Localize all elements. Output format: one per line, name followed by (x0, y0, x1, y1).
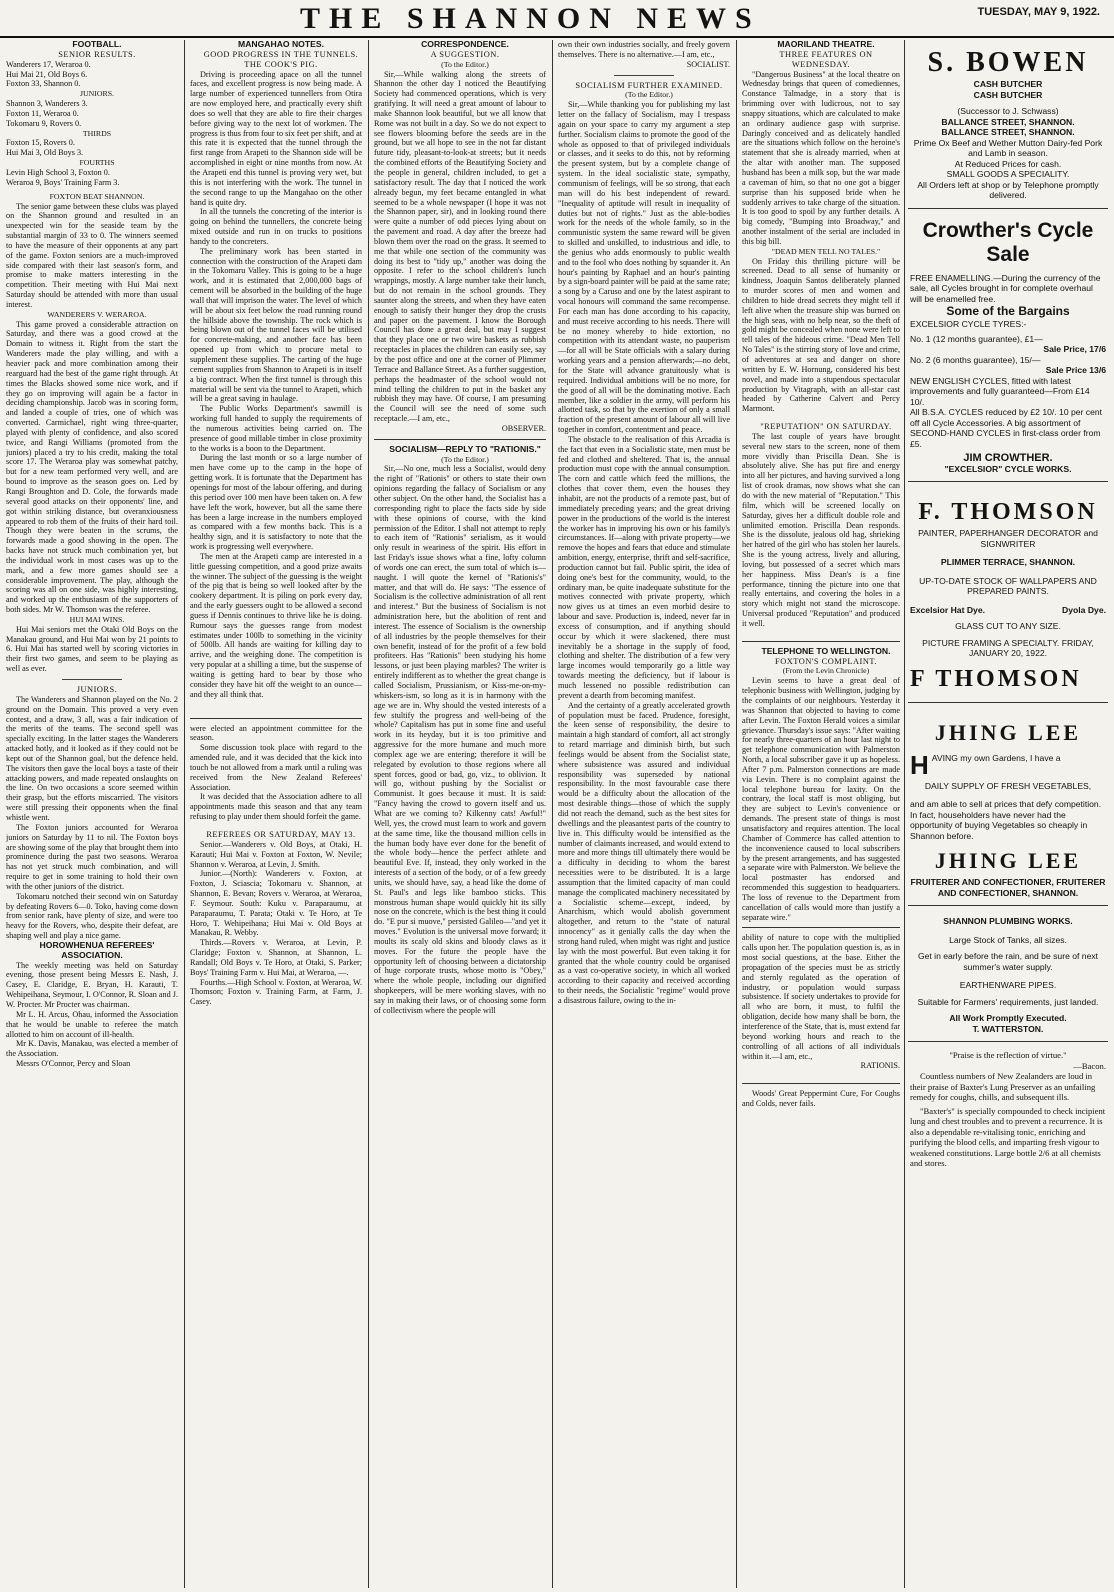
advert-dyes (910, 605, 1106, 616)
advert-line: Some of the Bargains (946, 304, 1070, 318)
article-paragraph: Levin seems to have a great deal of telephonic business with Wellington, judging by the complaints of our neighbours. Yesterday it was Shannon that objected to having to come after Levin. The Foxton Herald voices a similar grievance. Thursday's issue says: "After waiting for nearly three-quarters of an hour last night to get telephone communication with Palmerston North, a local subscriber gave it up as hopeless. After 7 p.m. Palmerston connections are made via Levin. There is no complaint against the local telephone bureau for laxity. On the contrary, the local staff is most obliging, but they are subject to Levin's convenience or demands. The present state of things is most unsatisfactory and requires attention. The local Chamber of Commerce has called attention to the inconvenience caused to local subscribers by the present arrangements, and has suggested a separate wire with Palmerston. We believe the local postmaster has endorsed and recommended this suggestion to headquarters. The loss of revenue to the Department from cancellation of calls would more than justify a separate wire." (742, 676, 900, 922)
article-paragraph: The Public Works Department's sawmill is working full handed to supply the requirements of the numerous activities being carried on. The presence of good millable timber in close proximity to the works is a boon to the Department. (190, 404, 362, 453)
grade-label: THIRDS (82, 128, 112, 138)
advert-line: FRUITERER AND CONFECTIONER, FRUITERER AND CONFECTIONER, SHANNON. (910, 877, 1106, 898)
advert-line: DAILY SUPPLY OF FRESH VEGETABLES, (924, 780, 1092, 791)
advert-name: S. BOWEN (927, 47, 1089, 78)
to-editor: (To the Editor.) (441, 454, 489, 464)
column-rule (552, 40, 553, 1588)
advert-line: GLASS CUT TO ANY SIZE. (955, 621, 1061, 631)
article-paragraph: Hui Mai seniors met the Otaki Old Boys on the Manakau ground, and Hui Mai won by 21 points to 6. Hui Mai has started well by scoring victories in their first two games, and seem to be playing as well as ever. (6, 624, 178, 674)
advert-name: JIM CROWTHER. (963, 452, 1053, 464)
advert-jhing-lee (908, 703, 1108, 907)
advert-baxter (908, 1042, 1108, 1169)
result-line: Weraroa 9, Boys' Training Farm 3. (6, 177, 120, 187)
result-line: Hui Mai 3, Old Boys 3. (6, 148, 84, 158)
advert-line: SMALL GOODS A SPECIALITY. (946, 169, 1070, 179)
article-paragraph: On Friday this thrilling picture will be screened. Dead to all sense of humanity or kindness, Joaquin Santos deliberately planned to murder scores of men and women and children to hide dread secrets they might tell if left alive when the treasure ship was burned on the high seas, with no help near, so the theft of gold might be concealed when none were left to tell tales of the hideous crime. "Dead Men Tell No Tales" is the stirring story of love and crime, of adventures at sea and danger on shore written by E. W. Hornung, considered his best novel, and made into a stupendous spectacular production by Vitagraph, with an all-star cast headed by Catherine Calvert and Percy Marmont. (742, 256, 900, 414)
advert-thomson (908, 482, 1108, 703)
column-rule (736, 40, 737, 1588)
senior-results-heading: SENIOR RESULTS. (58, 49, 136, 59)
article-subheading: THREE FEATURES ON WEDNESDAY. (779, 49, 873, 69)
divider (742, 641, 900, 642)
advert-name: F. THOMSON (918, 499, 1098, 525)
advert-line: NEW ENGLISH CYCLES, fitted with latest improvements and fully guaranteed—From £14 10/. (910, 375, 1090, 407)
column-socialism (558, 40, 730, 1588)
advert-line: PAINTER, PAPERHANGER DECORATOR and SIGNWRITER (918, 528, 1098, 549)
advert-line: All B.S.A. CYCLES reduced by £2 10/. 10 per cent off all Cycle Accessories. A big assortment of SECOND-HAND CYCLES in first-class order from £5. (910, 407, 1103, 449)
article-paragraph: Messrs O'Connor, Percy and Sloan (16, 1059, 131, 1069)
divider (614, 75, 674, 76)
column-rule (368, 40, 369, 1588)
article-paragraph: The obstacle to the realisation of this Arcadia is the fact that even in a Socialistic state, men must be fed and clothed and sheltered. That is, the annual production must cope with the annual consumption. The corn and cattle which feed the millions, the clothes that cover them, even the houses they inhabit, are not the products of a remote past, but of immediately preceding years; and the great driving power in the productions of the world is the interest the worker has in improving his own or his family's circumstances. If—along with private property—we remove the hopes and fears that educe and stimulate ambition, energy, enterprise, thrift and self-sacrifice, production cannot but fail. Public spirit, the idea of doing one's best for the community, would, to the ordinary man, be quite inadequate substitute for the motives connected with private property, which now gives us at times an even morbid desire to labour and save. Production is, indeed, never far in excess of consumption, and if anything should occur by which it were slackened, there must inevitably be a shortage in the supply of food, clothing and shelter. The distribution of a few very large incomes would temporarily go a little way towards meeting the deficiency, but if labour is much lessened no possible redistribution can prevent a dearth from becoming manifest. (558, 434, 730, 700)
article-paragraph: The men at the Arapeti camp are interested in a little guessing competition, and a good prize awaits the winner. The subject of the guessing is the weight of the pig that is being so well looked after by the cookery department. It is piling on pork every day, and the early guessers ought to be allowed a second guess if Dennis continues to thrive like he is doing. Rumour says the guesses range from modest estimates under 100lb to something in the vicinity of 500lb. All hands are waiting for killing day to arrive, and the weighing done. The competition is very popular at a shilling a time, but the suspense of waiting is getting hard to bear by those who consider they have hit off the weight to an ounce—and they all think that. (190, 551, 362, 699)
advert-line: PICTURE FRAMING A SPECIALTY. FRIDAY, JANUARY 20, 1922. (922, 637, 1094, 658)
article-paragraph: It was decided that the Association adhere to all appointments made this season and that any team refusing to play under them should forfeit the game. (190, 792, 362, 822)
article-heading: SOCIALISM FURTHER EXAMINED. (575, 80, 723, 90)
result-line: Levin High School 3, Foxton 0. (6, 167, 110, 177)
article-paragraph: were elected an appointment committee for the season. (190, 723, 362, 743)
article-subheading: THE COOK'S PIG. (244, 59, 318, 69)
masthead (0, 0, 1114, 38)
article-subheading: A SUGGESTION. (430, 49, 500, 59)
advert-line: No. 1 (12 months guarantee), £1— (910, 333, 1043, 344)
advert-title: Crowther's Cycle Sale (922, 218, 1094, 266)
advert-line: and am able to sell at prices that defy competition. In fact, householders have never had the opportunity of buying Vegetables so cheaply in Shannon before. (910, 799, 1102, 841)
advert-line: CASH BUTCHER (973, 89, 1043, 100)
article-paragraph: In all the tunnels the concreting of the interior is going on behind the tunnellers, the concrete being mixed outside and run in on trucks to positions handy to the concreters. (190, 207, 362, 246)
football-heading: FOOTBALL. (72, 40, 122, 49)
article-heading: TELEPHONE TO WELLINGTON. (761, 645, 891, 656)
advert-name: JHING LEE (934, 848, 1082, 873)
article-paragraph: Some discussion took place with regard to the amended rule, and it was decided that the kick into touch be not allowed from a mark until a ruling was received from the New Zealand Referees' Association. (190, 743, 362, 792)
article-heading: MAORILAND THEATRE. (777, 40, 875, 49)
column-advertisements (908, 40, 1108, 1588)
article-heading: CORRESPONDENCE. (421, 40, 509, 49)
advert-title: SHANNON PLUMBING WORKS. (943, 916, 1073, 926)
advert-line: "EXCELSIOR" CYCLE WORKS. (944, 463, 1072, 474)
advert-line: T. WATTERSTON. (972, 1023, 1044, 1034)
result-line: Tokomaru 9, Rovers 0. (6, 118, 82, 128)
advert-line: All Work Promptly Executed. (949, 1013, 1067, 1023)
article-paragraph: The weekly meeting was held on Saturday evening, those present being Messrs E. Nash, J. Casey, E. Claridge, E. Bryan, H. Karauti, T. Wehipeihana, Seymour, I. O'Connor, R. Sloan and J. W. Procter. Mr Procter was chairman. (6, 960, 178, 1009)
advert-line: Prime Ox Beef and Wether Mutton Dairy-fed Pork and Lamb in season. (913, 137, 1103, 158)
signature: RATIONIS. (860, 1061, 900, 1071)
result-line: Foxton 15, Rovers 0. (6, 138, 75, 148)
advert-quote: "Praise is the reflection of virtue." (949, 1050, 1067, 1060)
article-paragraph: Fourths.—High School v. Foxton, at Weraroa, W. Thomson; Foxton v. Training Farm, at Farm, J. Casey. (190, 977, 362, 1007)
column-rule (904, 40, 905, 1588)
article-subheading: REFEREES OR SATURDAY, MAY 13. (206, 829, 356, 839)
column-correspondence (374, 40, 546, 1588)
advert-name: JHING LEE (934, 719, 1082, 745)
advert-line: BALLANCE STREET, SHANNON. (941, 116, 1075, 127)
advert-line: "Baxter's" is specially compounded to check incipient lung and chest troubles and to prevent a recurrence. It is also a dependable re-vitalising tonic, enriching and purifying the blood cells, and imparting fresh vigour to weakened constitutions. Large bottle 2/6 at all chemists and stores. (910, 1105, 1106, 1168)
advert-line: Large Stock of Tanks, all sizes. (949, 934, 1067, 945)
article-paragraph: The senior game between these clubs was played on the Shannon ground and resulted in an unexpected win for the seaside team by the substantial margin of 33 to 0. The winners seemed to have the measure of their opponents at any part of the game. Foxton seniors are a much-improved side compared with their last season's form, and promise to make matters interesting in the competition. Their meeting with Hui Mai next Saturday should be attended with more than usual interest. (6, 201, 178, 309)
grade-label: FOURTHS (79, 158, 115, 168)
article-paragraph: During the last month or so a large number of men have come up to the camp in the hope of getting work. It is fortunate that the Department has openings for most of the labour offering, and during this period over 100 men have been taken on. A few have left the work, however, but all the same there has been a large increase in the numbers employed as compared with a few months back. This is a healthy sign, and it is satisfactory to note that the work is progressing well everywhere. (190, 453, 362, 552)
advert-line: Woods' Great Peppermint Cure, For Coughs and Colds, never fails. (742, 1089, 900, 1109)
article-paragraph: This game proved a considerable attraction on Saturday, and there was a good crowd at the Domain to witness it. Right from the start the Wanderers made the play willing, and with a heavier pack and more combination among their rearguard had the best of the game right through. At times the Blacks showed some nice work, and if they go on improving will again be a factor in deciding championship. Jacob was in scoring form, and landed a couple of tries, one of which was converted. Carmichael, right wing three-quarter, played with plenty of confidence, and also scored twice, and Rangi Williams (promoted from the juniors) placed a try to his credit, making the total score 17. The Weraroa play was somewhat patchy, but for a new team performed very well, and are bound to improve as the season goes on. Led by Rangi Broughton and D. Cole, the forwards made several good attacks on their opponents' line, and got within striking distance, but overanxiousness appeared to rob them of the fruits of their hard toil. Though they were beaten in the scrums, the forwards made a good showing in the open. The backs have not struck much combination yet, but the individual work in most cases was up to the mark, and a few more games should see a considerable improvement. The play, although the scoring was all on one side, was highly interesting, and worked up the enthusiasm of the supporters of both sides. Mr W. Thomson was the referee. (6, 319, 178, 615)
advert-line-group (910, 753, 1106, 777)
article-paragraph: The preliminary work has been started in connection with the construction of the Arapeti dam in the Tokomaru Valley. This is going to be a huge work, and it is estimated that 2,000,000 bags of cement will be absorbed in the building of the huge wall that will imprison the water. The level of which will be about six feet below the road running round the hillside above the township. The rock which is being blown out of the tunnel faces will be utilised for concrete-making, and another face has been opened up from which to procure metal to supplement these supplies. The carting of the huge cement supplies from Shannon to Arapeti is in itself a big contract. When the first tunnel is through this material will be sent via the tunnel to Arapeti, which will be a great saving in haulage. (190, 246, 362, 404)
divider (190, 718, 362, 719)
article-paragraph: The Foxton juniors accounted for Weraroa juniors on Saturday by 11 to nil. The Foxton boys are showing some of the play that brought them into prominence during the past two seasons. Weraroa has not yet struck much combination, and will require to get in some training to hold their own with the other juniors of the district. (6, 822, 178, 891)
result-line: Shannon 3, Wanderers 3. (6, 99, 88, 109)
advert-line: CASH BUTCHER (973, 79, 1043, 89)
source-note: (From the Levin Chronicle) (782, 666, 870, 676)
grade-label: JUNIORS. (79, 89, 114, 99)
article-paragraph: Sir,—No one, much less a Socialist, would deny the right of "Rationis" or others to state their own opinions regarding the fallacy of Socialism or any other subject. On the other hand, the Socialist has a corresponding right to place the facts side by side with these opinions of course, with the kind permission of the Editor. I shall not attempt to reply to each item of "Rationis" serialism, as it would only result in weariness of the spirit. His effort in last Friday's issue shows what a fine, lofty column of words one can erect, the sum total of which is—naught. I will quote the kernel of "Rationis's" matter, and that will do. He says: "The essence of Socialism is the collective administration of all rent and interest." But the business of Socialism is not administration here, but the abolition of rent and interest. The essence of Socialism is the ownership of all industries by the people themselves for their own benefit, instead of for the profit of a few bold profiteers. Has "Rationis" been studying his home lessons, or just been playing marbles? The writer is entirely indifferent as to whether the great change is called Socialism, Prussianism, or Kiss-me-on-my-whiskers-ism, so long as it is in harmony with the age we are in. Why should the vested interests of a few stultify the progress and well-being of the whole? Capitalism has put in some fine and useful work in its heyday, but it is too primitive and aggressive for the more humane and much more complex age we are entering; therefore it will be relegated by evolution to those regions where all spent forces, good or bad, go, viz., to oblivion. It will go, without pushing by the Socialist or Communist. It goes because it must. It is said: "Fancy having the crowd to govern itself and us. What are we coming to? Kilkenny cats! Awful!" Well, yes, the crowd must learn to work and govern at the same time, like the thousand million cells in the human body have ever done for the benefit of the whole body—hence the perfect athlete and beautiful Eve. If, instead, they only worked in the interests of a section of the body, or of a few greedy units, we should have, say, a head like the dome of St. Paul's and legs like bamboo sticks. This monstrous human shape would quickly hit its silly nose on the concrete, which is the best thing it could do. "E pur si muove," persisted Galileo—"and yet it moves." Evolution is the universal move forward; it moults its scaly old skins and bloody claws as it moves. For the future the people have the opportunity left of choosing between a dictatorship of huge corporate trusts, whose motto is "Obey," where the whole people, including our dignified shopkeepers, will be mere working slaves, with no say in making their laws, or of choosing some form of collectivism where the people will (374, 464, 546, 1015)
advert-line: (Successor to J. Schwass) (957, 106, 1059, 116)
article-paragraph: Mr K. Davis, Manakau, was elected a member of the Association. (6, 1039, 178, 1059)
advert-line: AVING my own Gardens, I have a (931, 752, 1061, 763)
result-line: Foxton 11, Weraroa 0. (6, 108, 79, 118)
column-mangahao (190, 40, 362, 1588)
article-subheading: JUNIORS. (76, 685, 118, 694)
to-editor: (To the Editor.) (625, 90, 673, 100)
advert-line: EXCELSIOR CYCLE TYRES:- (910, 319, 1027, 329)
article-paragraph: Driving is proceeding apace on all the tunnel faces, and excellent progress is now being made. A large number of experienced tunnellers from Otira are now employed here, and practically every shift does so well that they are able to fire their charges before giving way to the next lot of workmen. The progress is thus from four to six feet per shift, and at this rate it is expected that the tunnel through the first range from Arapeti to the Shannon side will be accomplished in eight or nine months from now. At the Arapeti end this tunnel is proving very wet, but this is not interfering with the work. The tunnel in the second range to up the Mangahao on the other hand is quite dry. (190, 69, 362, 207)
result-line: Foxton 33, Shannon 0. (6, 79, 81, 89)
article-paragraph: Tokomaru notched their second win on Saturday by defeating Rovers 6—0. Toko, having come down from senior rank, have plenty of size, and were too heavy for the Rovers, who, despite their defeat, are shaping well and play a nice game. (6, 891, 178, 941)
drop-cap: H (910, 752, 929, 777)
advert-plumbing (908, 906, 1108, 1042)
article-subheading: FOXTON BEAT SHANNON. (49, 191, 145, 201)
advert-crowther (908, 209, 1108, 483)
article-paragraph: The last couple of years have brought several new stars to the screen, none of them more vividly than Priscilla Dean. She is absolutely alive. She has put fire and energy into all her pictures, and having survived a long list of crook dramas, now shows what she can do with the new material of "Reputation." This film, which will be screened locally on Saturday, gives her a difficult double role and unlimited emotion. Priscilla Dean responds. She is the dissolute, jealous old hag, shrieking her hatred of the girl who has stolen her laurels. She is the young actress, lively and alluring, loving, but possessed of a secret which mars her happiness. Miss Dean's is a fine performance, tinning the picture into one that really entertains, and covering the holes in a story which might not stand the microscope. Universal produced "Reputation" and produced it well. (742, 431, 900, 628)
article-heading: SOCIALISM—REPLY TO "RATIONIS." (389, 443, 541, 454)
article-subheading: FOXTON'S COMPLAINT. (775, 656, 877, 666)
divider (742, 927, 900, 928)
article-paragraph: Thirds.—Rovers v. Weraroa, at Levin, P. Claridge; Foxton v. Shannon, at Shannon, L. Randall; Old Boys v. Te Horo, at Otaki, S. Parker; Boys' Training Farm v. Hui Mai, at Weraroa, —. (190, 938, 362, 977)
article-subheading: "REPUTATION" ON SATURDAY. (760, 422, 892, 432)
article-paragraph: The Wanderers and Shannon played on the No. 2 ground on the Domain. This proved a very even contest, and a draw, 3 all, was a fair indication of the merits of the teams. The second spell was specially exciting. In the latter stages the Wanderers attacked hotly, and it looked as if they could not be kept out of the Shannon goal, but the defence held. The visitors then gave the local boys a taste of their attacking powers, and made repeated onslaughts on the line. On two occasions a score seemed within their grasp, but the efforts miscarried. The visitors were still pressing their opponents when the final whistle went. (6, 694, 178, 822)
article-paragraph: Junior.—(North): Wanderers v. Foxton, at Foxton, J. Sciascia; Tokomaru v. Shannon, at Shannon, E. Bevan; Rovers v. Weraroa, at Weraroa, F. Seymour. South: Kuku v. Paraparaumu, at Paraparaumu, T. Parata; Otaki v. Te Horo, at Te Horo, T. Wehipeihana; Hui Mai v. Old Boys at Manakau, R. Webby. (190, 869, 362, 938)
advert-bowen (908, 40, 1108, 209)
advert-line: No. 2 (6 months guarantee), 15/— (910, 354, 1041, 365)
article-paragraph: Mr L. H. Arcus, Ohau, informed the Association that he would be unable to referee the match allotted to him on account of ill-health. (6, 1009, 178, 1039)
newspaper-title: THE SHANNON NEWS (300, 2, 761, 35)
divider (742, 1083, 900, 1084)
signature: OBSERVER. (501, 423, 546, 433)
advert-line: Dyola Dye. (1062, 604, 1106, 615)
advert-line: BALLANCE STREET, SHANNON. (941, 127, 1075, 137)
article-paragraph: Senior.—Wanderers v. Old Boys, at Otaki, H. Karauti; Hui Mai v. Foxton at Foxton, W. Nevile; Shannon v. Weraroa, at Levin, J. Smith. (190, 839, 362, 869)
advert-line: All Orders left at shop or by Telephone promptly delivered. (917, 179, 1099, 200)
article-paragraph: And the certainty of a greatly accelerated growth of population must be faced. Prudence, foresight, the keen sense of responsibility, the desire to maintain a high standard of comfort, all act strongly to retard marriage and diminish birth, but such feelings would be absent from the Socialist state, where subsistence was assured and individual responsibility was superseded by national responsibility. In the most favourable case there would be a difficulty about the allocation of the most desirable things—those of which the supply did not reach the demand, such as the best sites for dwellings and the pleasantest parts of the country to live in. This difficulty would be intensified as the number of claimants increased, and would extend to more and more things till ultimately there would be a difficulty in deciding to whom the barest necessities were to be distributed. It is a large assumption that the limited capacity of man could manage the complicated machinery necessitated by a Socialistic scheme—except, indeed, by Anarchism, which would abolish government altogether, and return to the "state of natural innocency" as it genially calls the day when the strong hand ruled, when might was right and justice lay with the most powerful. But even taking it for granted that the whole country could be organised as a vast co-operative society, in which all worked according to their capacity and received according to their needs, the Socialistic "regime" would prove a disastrous failure, owing to the in- (558, 700, 730, 1005)
column-theatre (742, 40, 900, 1588)
article-subheading: GOOD PROGRESS IN THE TUNNELS. (203, 49, 359, 59)
advert-line: Get in early before the rain, and be sure of next summer's water supply. (917, 951, 1099, 972)
advert-price: Sale Price, 17/6 (1043, 344, 1106, 354)
result-line: Hui Mai 21, Old Boys 6. (6, 69, 88, 79)
to-editor: (To the Editor.) (441, 59, 489, 69)
article-subheading: "DEAD MEN TELL NO TALES." (771, 246, 881, 256)
advert-line: Countless numbers of New Zealanders are loud in their praise of Baxter's Lung Preserver as an unfailing remedy for coughs, chills, and subsequent ills. (910, 1071, 1096, 1102)
column-rule (184, 40, 185, 1588)
article-paragraph: own their own industries socially, and freely govern themselves. There is no alternative.—I am, etc., (558, 40, 730, 59)
advert-quote-author: —Bacon. (1073, 1060, 1106, 1071)
advert-line: UP-TO-DATE STOCK OF WALLPAPERS AND PREPARED PAINTS. (919, 575, 1097, 596)
advert-line: EARTHENWARE PIPES. (959, 980, 1057, 990)
divider (374, 439, 546, 440)
advert-line: Suitable for Farmers' requirements, just landed. (917, 996, 1099, 1007)
article-paragraph: ability of nature to cope with the multiplied calls upon her. The population question is, as in most social questions, at the base. Either the propagation of the species must be as strictly and sternly regulated as the operation of industry, or population would surpass subsistence. If society undertakes to provide for all who are born, it must, to fulfil the obligation, decide how many shall be born, the interference of the State, that is, must extend far beyond working hours and reach to the controlling of all actions of all individuals within it.—I am, etc., (742, 933, 900, 1061)
signature: SOCIALIST. (686, 59, 730, 69)
article-paragraph: Sir,—While walking along the streets of Shannon the other day I noticed the Beautifying Society had commenced operations, which is very gratifying. It will need a great amount of labour to make Shannon look beautiful, but we all know that Rome was not built in a day. So we do not expect to see flowers blooming before the seeds are in the ground, but we all hope to see in the not far distant future tidy, pleasant-to-look-at streets; but it needs the combined efforts of the Beautifying Society and the people in general, children included, to get a satisfactory result. The day that I noticed the work already begun, my feet became entangled in what seemed to be a whole newspaper (I hope it was not the Shannon paper, sir), and in looking round there were quite a number of odd pieces lying about on the pavement and road. A day after the breeze had blown them over the road on the grass. It seemed to me that while one section of the community was doing its best to "tidy up," another was doing the opposite. I refer to the school children's lunch wrappings, mostly. A large number take their lunch, but do not remain in the school grounds. They saunter along the streets, and when they have eaten enough to satisfy their hunger they drop the crusts and paper on the pavement. I know the Borough Council has done a great deal, but may I suggest that they place one or two wire baskets as rubbish receptacles in places the children can easily see, say by the post office and one at the corner of Plimmer Terrace and Ballance Street. As a further suggestion, perhaps the headmaster of the school would not mind telling the children to put in the basket any rubbish they may have. Of course, I am presuming the Council will see the need of some such receptacle.—I am, etc., (374, 69, 546, 424)
advert-line: FREE ENAMELLING.—During the currency of the sale, all Cycles brought in for complete overhaul will be enamelled free. (910, 272, 1101, 304)
advert-price: Sale Price 13/6 (1045, 365, 1106, 375)
article-heading: HOROWHENUA REFEREES' ASSOCIATION. (39, 939, 155, 960)
column-football (6, 40, 178, 1588)
divider (62, 679, 122, 680)
article-paragraph: Sir,—While thanking you for publishing my last letter on the fallacy of Socialism, may I trespass again on your space to carry my argument a step further. Socialism claims to promote the good of the whole as opposed to that of privileged individuals or classes, and it seeks to do this, not by reforming the present system, but by a complete change of system. In the ideal socialistic state, sympathy, communism of feelings, will be so strong, that each man will do his best independent of reward. "Inequality of aptitude will result in inequality of duties but not of rights." Just as the able-bodies work for the needs of the whole family, so in the communistic system the same reward will be given to skilled and unskilled, to industrious and idle, to the genius who adds enormously to public wealth and to the fool who does nothing by squander it. An hour's painting by Raphael and an hour's painting by a sign-board painter will be paid at the same rate; a song by a Caruso and one by the latest aspirant to vocal honours will command the same recompense. For each man has done according to his capacity, and must receive according to his needs. There will be no money whereby to hide extortion, no competition with its attendant waste, no pauperism—for all will be State officials with a salary during working years and a pension afterwards;—no debt, for the State will advance gratuitously what is required. Individual ambitions will be no more, for the good of all will be the dominating motive. Each member, like a soldier in the army, will perform his allotted task, so that by the exertion of only a small fraction of the present amount of labour all will live together in comfort, contentment and peace. (558, 100, 730, 435)
advert-name: F THOMSON (910, 665, 1082, 692)
advert-line: Excelsior Hat Dye. (910, 604, 985, 615)
article-subheading: WANDERERS V. WERAROA. (47, 309, 147, 319)
issue-date: TUESDAY, MAY 9, 1922. (977, 6, 1100, 18)
result-line: Wanderers 17, Weraroa 0. (6, 59, 91, 69)
advert-line: PLIMMER TERRACE, SHANNON. (940, 557, 1076, 567)
advert-line: At Reduced Prices for cash. (954, 158, 1062, 169)
article-paragraph: "Dangerous Business" at the local theatre on Wednesday brings that queen of comediennes, Constance Talmadge, in a story that is brimming over with ludicrous, not to say snappy situations, which are calculated to make an ordinary audience gasp with surprise. Daringly conceived and as delicately handled are the situations which follow on the heroine's statement that she is already married, when at the altar with another man. The supposed husband has been a milk sop, but the war made a caveman of him, so that no one got a bigger surprise than his supposed bride when he suddenly arrives to take charge of the situation. It is too good to spoil by any further details. A big comedy, "Bumping into Broadway," and another instalment of the serial are included in this big bill. (742, 69, 900, 246)
article-heading: MANGAHAO NOTES. (238, 40, 324, 49)
article-subheading: HUI MAI WINS. (69, 614, 125, 624)
